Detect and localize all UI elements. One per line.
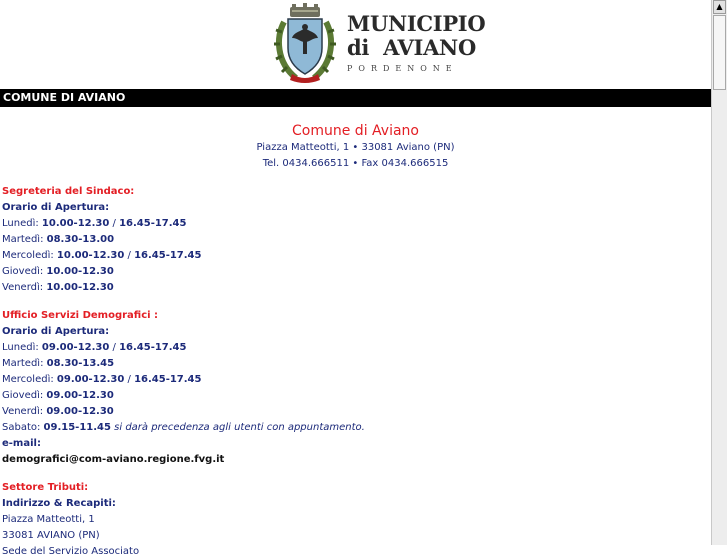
hours-row: Venerdì: 09.00-12.30	[2, 406, 114, 417]
email-link[interactable]: demografici@com-aviano.regione.fvg.it	[2, 454, 225, 465]
arrow-up-icon[interactable]: ▲	[713, 0, 726, 14]
hours-row: Martedì: 08.30-13.00	[2, 234, 115, 245]
tributi-heading: Settore Tributi:	[2, 482, 89, 493]
hours-row-sabato: Sabato: 09.15-11.45 si darà precedenza agli utenti con appuntamento.	[2, 422, 365, 433]
hours-row: Giovedì: 10.00-12.30	[2, 266, 114, 277]
section-title-bar: COMUNE DI AVIANO	[0, 89, 711, 107]
contact-address: Piazza Matteotti, 1 • 33081 Aviano (PN)	[256, 142, 455, 153]
logo-line-aviano: di AVIANO	[347, 35, 476, 60]
tributi-sub: Indirizzo & Recapiti:	[2, 498, 116, 509]
crest-icon	[274, 2, 336, 86]
contact-phone: Tel. 0434.666511 • Fax 0434.666515	[262, 158, 449, 169]
contact-block	[0, 122, 711, 172]
content	[0, 184, 711, 560]
header	[0, 0, 711, 89]
demografici-heading: Ufficio Servizi Demografici :	[2, 310, 159, 321]
hours-row: Mercoledì: 09.00-12.30 / 16.45-17.45	[2, 374, 202, 385]
scrollbar-thumb[interactable]	[713, 15, 726, 90]
logo-text	[347, 12, 485, 76]
hours-row: Martedì: 08.30-13.45	[2, 358, 115, 369]
logo-line-municipio: MUNICIPIO	[347, 11, 486, 36]
hours-row: Giovedì: 09.00-12.30	[2, 390, 114, 401]
address-line: 33081 AVIANO (PN)	[2, 530, 100, 541]
hours-row: Mercoledì: 10.00-12.30 / 16.45-17.45	[2, 250, 202, 261]
logo-line-pordenone: PORDENONE	[347, 64, 458, 73]
hours-row: Lunedì: 09.00-12.30 / 16.45-17.45	[2, 342, 187, 353]
hours-row: Venerdì: 10.00-12.30	[2, 282, 114, 293]
municipio-logo[interactable]	[274, 2, 486, 86]
address-line: Piazza Matteotti, 1	[2, 514, 95, 525]
address-line: Sede del Servizio Associato	[2, 546, 140, 557]
segreteria-sub: Orario di Apertura:	[2, 202, 110, 213]
hours-row: Lunedì: 10.00-12.30 / 16.45-17.45	[2, 218, 187, 229]
email-label: e-mail:	[2, 438, 41, 449]
vertical-scrollbar[interactable]	[711, 0, 727, 545]
segreteria-heading: Segreteria del Sindaco:	[2, 186, 135, 197]
contact-name: Comune di Aviano	[292, 123, 419, 139]
demografici-sub: Orario di Apertura:	[2, 326, 110, 337]
